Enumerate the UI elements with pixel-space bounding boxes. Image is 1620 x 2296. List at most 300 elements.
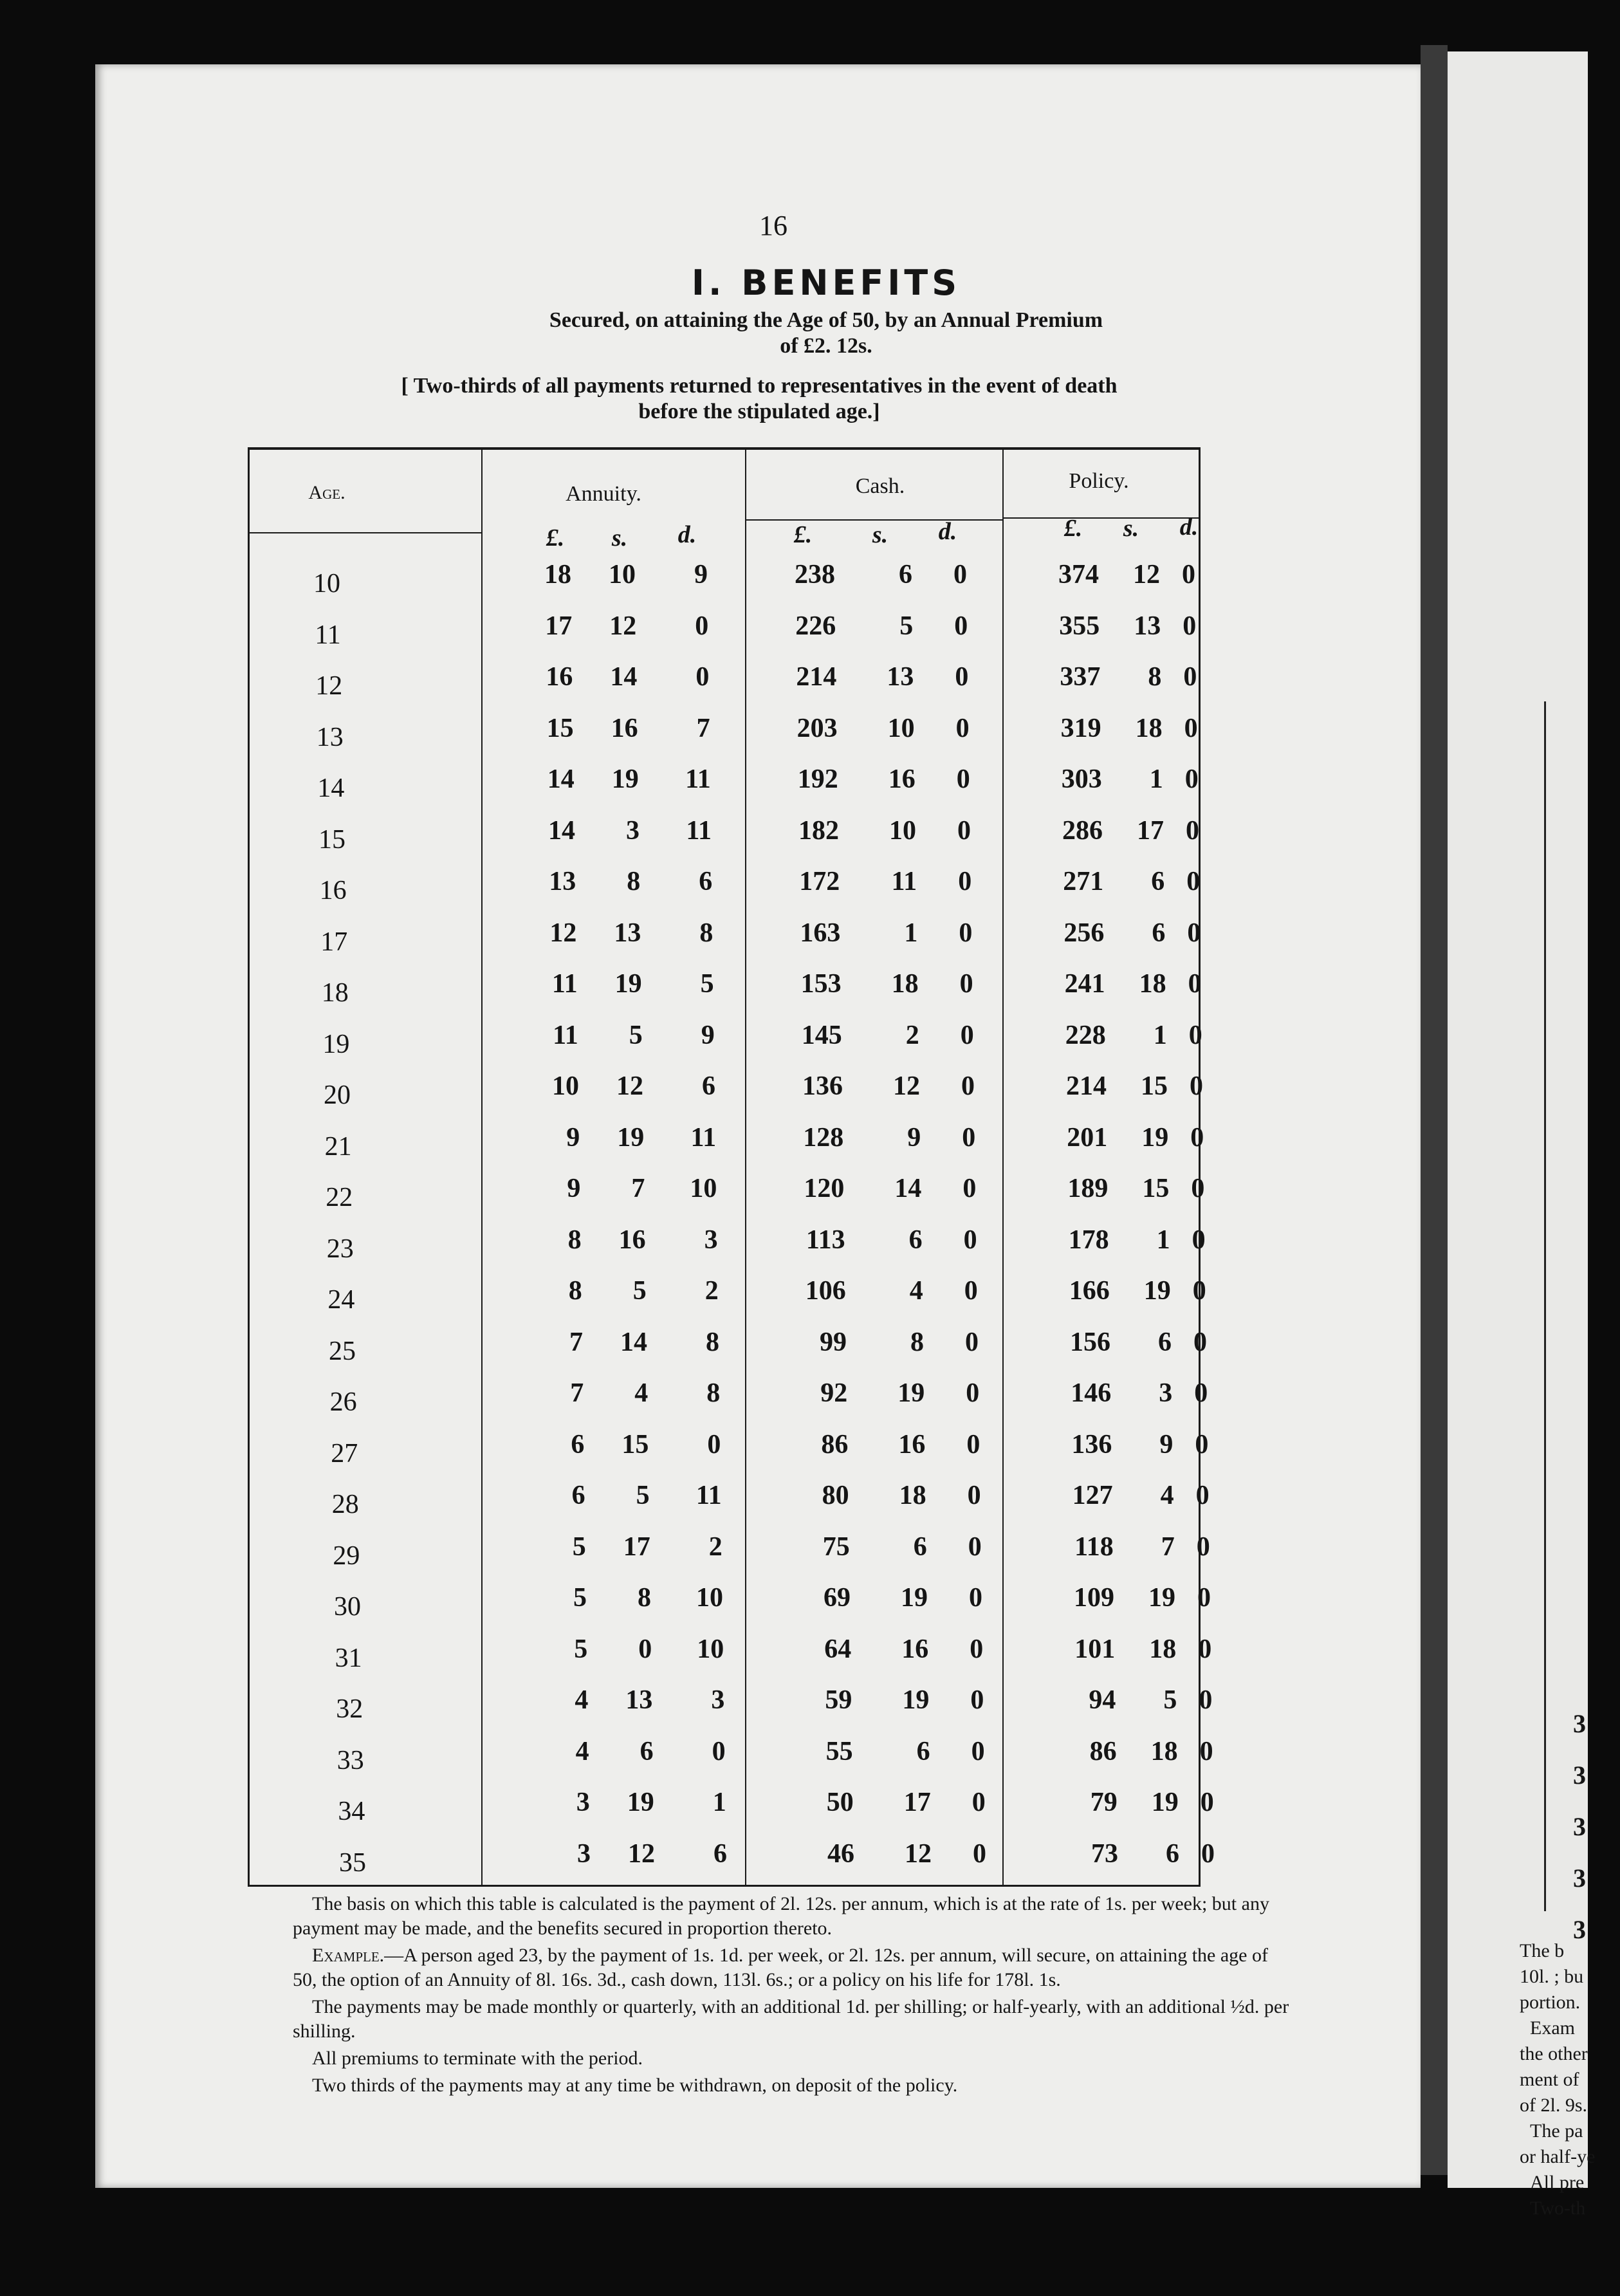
cash-pence-cell: 0: [967, 1481, 981, 1510]
policy-pence-cell: 0: [1186, 815, 1199, 846]
cash-shillings-cell: 19: [902, 1685, 930, 1715]
policy-shillings-cell: 7: [1161, 1532, 1175, 1562]
pence-unit: d.: [677, 521, 697, 548]
annuity-pence-cell: 9: [701, 1020, 715, 1050]
policy-pounds-cell: 156: [1070, 1327, 1110, 1357]
cash-pounds-cell: 226: [795, 611, 836, 641]
policy-pence-cell: 0: [1193, 1327, 1207, 1357]
cash-shillings-cell: 6: [899, 560, 912, 589]
table-row: [250, 1480, 1210, 1531]
table-row: [250, 713, 1199, 764]
annuity-shillings-cell: 19: [627, 1788, 654, 1817]
annuity-shillings-cell: 12: [628, 1838, 655, 1869]
page-subtitle: [32, 308, 1620, 359]
cash-pence-cell: 0: [961, 1071, 975, 1101]
book-gutter: [1421, 45, 1448, 2175]
annuity-pounds-cell: 14: [548, 815, 575, 846]
facing-line: The b: [1520, 1940, 1565, 1961]
cash-pounds-cell: 113: [805, 1225, 845, 1255]
age-cell: 15: [318, 824, 345, 855]
cash-shillings-cell: 8: [910, 1327, 924, 1357]
annuity-shillings-cell: 5: [629, 1020, 643, 1050]
cash-shillings-cell: 16: [901, 1634, 929, 1664]
policy-pounds-cell: 256: [1063, 918, 1105, 948]
table-row: [250, 1685, 1213, 1736]
facing-digit: 3: [1573, 1812, 1586, 1841]
footer-notes: [293, 1892, 1290, 2100]
table-row: [250, 1327, 1207, 1378]
policy-pence-cell: 0: [1191, 1174, 1205, 1203]
policy-pence-cell: 0: [1199, 1685, 1213, 1715]
policy-pounds-cell: 109: [1074, 1583, 1114, 1613]
policy-pence-cell: 0: [1192, 1225, 1206, 1255]
annuity-pounds-cell: 13: [549, 867, 576, 896]
annuity-pounds-cell: 6: [571, 1481, 585, 1510]
annuity-pounds-cell: 3: [576, 1788, 590, 1817]
policy-shillings-cell: 15: [1142, 1174, 1170, 1203]
annuity-pounds-cell: 12: [549, 918, 577, 948]
annuity-shillings-cell: 0: [638, 1634, 652, 1664]
table-row: [250, 1838, 1215, 1889]
table-row: [250, 1787, 1214, 1838]
note: [257, 373, 1261, 425]
cash-pounds-cell: 80: [822, 1481, 849, 1510]
policy-pounds-cell: 73: [1091, 1838, 1118, 1869]
policy-pounds-cell: 201: [1067, 1122, 1108, 1153]
annuity-shillings-cell: 3: [626, 815, 640, 846]
cash-pence-cell: 0: [962, 1174, 977, 1203]
policy-shillings-cell: 19: [1143, 1276, 1171, 1306]
note-line: [ Two-thirds of all payments returned to representatives in the event of death: [401, 374, 1118, 398]
cash-pence-cell: 0: [971, 1736, 985, 1766]
cash-pence-cell: 0: [962, 1122, 976, 1153]
policy-shillings-cell: 9: [1159, 1429, 1174, 1459]
cash-pence-cell: 0: [957, 815, 971, 846]
policy-shillings-cell: 12: [1133, 560, 1160, 589]
cash-pounds-cell: 136: [802, 1071, 843, 1101]
annuity-pounds-cell: 5: [573, 1583, 587, 1613]
age-cell: 32: [336, 1694, 364, 1724]
page-title: I. BENEFITS: [691, 263, 961, 303]
facing-page: [1448, 51, 1596, 2219]
cash-pence-cell: 0: [958, 867, 972, 896]
annuity-shillings-cell: 19: [617, 1122, 645, 1153]
cash-pounds-cell: 50: [826, 1788, 854, 1817]
policy-pence-cell: 0: [1192, 1276, 1206, 1306]
facing-digit: 3: [1573, 1709, 1586, 1738]
annuity-shillings-cell: 4: [634, 1378, 649, 1408]
policy-shillings-cell: 13: [1134, 611, 1161, 641]
policy-pence-cell: 0: [1201, 1838, 1215, 1869]
cash-pence-cell: 0: [959, 918, 973, 948]
policy-header: Policy.: [1069, 469, 1129, 493]
policy-shillings-cell: 18: [1150, 1736, 1178, 1766]
age-cell: 13: [316, 722, 344, 752]
annuity-pence-cell: 11: [695, 1481, 722, 1510]
table-row: [250, 1378, 1208, 1429]
policy-pence-cell: 0: [1190, 1071, 1203, 1101]
annuity-pounds-cell: 11: [551, 969, 578, 999]
age-cell: 31: [335, 1643, 362, 1673]
annuity-pounds-cell: 7: [570, 1378, 584, 1408]
table-row: [250, 1582, 1211, 1633]
cash-shillings-cell: 10: [887, 713, 915, 743]
age-cell: 28: [331, 1490, 359, 1519]
annuity-pounds-cell: 14: [547, 764, 575, 794]
shillings-unit: s.: [872, 521, 888, 548]
page-number: 16: [759, 210, 787, 241]
annuity-header: Annuity.: [566, 482, 641, 506]
example-body: —A person aged 23, by the payment of 1s. 1d. per week, or 2l. 12s. per annum, will secure, on attaining the age of 50, the option of an Annuity of 8l. 16s. 3d., cash down, 113l. 6s.; or a policy on his life for 178l. 1s.: [293, 1945, 1268, 1990]
annuity-pence-cell: 2: [708, 1532, 723, 1562]
pounds-unit: £.: [546, 524, 565, 551]
policy-pence-cell: 0: [1188, 1020, 1202, 1050]
policy-pounds-cell: 319: [1060, 713, 1101, 743]
cash-pence-cell: 0: [954, 611, 968, 641]
policy-pounds-cell: 286: [1062, 815, 1103, 846]
cash-shillings-cell: 2: [905, 1020, 919, 1050]
policy-pounds-cell: 86: [1089, 1736, 1117, 1766]
cash-pounds-cell: 172: [799, 867, 840, 896]
table-row: [250, 1020, 1202, 1071]
facing-line: of 2l. 9s.: [1520, 2095, 1587, 2116]
age-header: Age.: [308, 482, 345, 503]
annuity-pounds-cell: 9: [567, 1174, 581, 1203]
cash-pence-cell: 0: [955, 662, 969, 692]
policy-pounds-cell: 241: [1064, 969, 1105, 999]
shillings-unit: s.: [611, 524, 628, 551]
annuity-pounds-cell: 18: [544, 560, 571, 589]
annuity-pounds-cell: 4: [575, 1685, 589, 1715]
cash-pence-cell: 0: [969, 1583, 982, 1613]
pence-unit: d.: [1179, 514, 1199, 541]
annuity-pence-cell: 0: [695, 611, 709, 641]
table-row: [250, 918, 1199, 968]
cash-pounds-cell: 75: [822, 1532, 850, 1562]
cash-pence-cell: 0: [953, 560, 967, 589]
cash-pence-cell: 0: [970, 1634, 984, 1664]
age-cell: 29: [333, 1541, 360, 1571]
cash-pence-cell: 0: [966, 1378, 980, 1408]
policy-pounds-cell: 271: [1063, 867, 1104, 896]
benefits-table: [248, 447, 1215, 1887]
annuity-shillings-cell: 16: [618, 1225, 646, 1255]
age-cell: 21: [324, 1131, 352, 1162]
cash-shillings-cell: 14: [894, 1174, 922, 1203]
cash-pounds-cell: 59: [825, 1685, 852, 1715]
table-row: [250, 866, 1199, 917]
cash-shillings-cell: 19: [897, 1378, 925, 1408]
annuity-pounds-cell: 11: [553, 1020, 578, 1050]
policy-pounds-cell: 178: [1068, 1225, 1109, 1255]
policy-shillings-cell: 6: [1158, 1327, 1172, 1357]
facing-line: All pre: [1530, 2172, 1585, 2193]
cash-pounds-cell: 69: [824, 1583, 851, 1613]
policy-pence-cell: 0: [1197, 1583, 1211, 1613]
example-label: Example.: [312, 1945, 385, 1966]
cash-shillings-cell: 1: [904, 918, 918, 948]
policy-shillings-cell: 1: [1156, 1225, 1170, 1255]
annuity-pence-cell: 8: [699, 918, 713, 948]
annuity-pence-cell: 9: [694, 560, 708, 589]
cash-pounds-cell: 163: [800, 918, 841, 948]
policy-pounds-cell: 337: [1060, 662, 1101, 692]
table-row: [250, 764, 1199, 815]
annuity-shillings-cell: 19: [611, 764, 639, 794]
age-cell: 35: [339, 1847, 366, 1878]
policy-pence-cell: 0: [1194, 1378, 1208, 1408]
age-cell: 26: [329, 1387, 357, 1417]
facing-digit: 3: [1573, 1761, 1586, 1790]
annuity-pounds-cell: 7: [569, 1327, 583, 1357]
annuity-shillings-cell: 14: [620, 1327, 647, 1357]
annuity-pence-cell: 6: [699, 867, 713, 896]
age-cell: 20: [324, 1080, 351, 1110]
annuity-shillings-cell: 17: [623, 1532, 650, 1562]
policy-shillings-cell: 6: [1152, 918, 1166, 948]
policy-shillings-cell: 15: [1141, 1071, 1168, 1101]
annuity-pounds-cell: 5: [574, 1634, 588, 1664]
age-cell: 19: [322, 1029, 350, 1059]
age-cell: 30: [334, 1592, 361, 1622]
cash-pounds-cell: 86: [821, 1429, 849, 1459]
cash-pence-cell: 0: [959, 969, 973, 999]
annuity-pence-cell: 11: [686, 815, 712, 846]
annuity-pence-cell: 10: [696, 1583, 723, 1613]
age-cell: 18: [321, 978, 349, 1008]
age-cell: 10: [313, 569, 340, 598]
facing-line: portion.: [1520, 1992, 1581, 2013]
annuity-pounds-cell: 8: [567, 1225, 582, 1255]
policy-shillings-cell: 5: [1163, 1685, 1177, 1715]
policy-shillings-cell: 1: [1149, 764, 1163, 794]
withdrawal-text: Two thirds of the payments may at any time be withdrawn, on deposit of the policy.: [312, 2075, 958, 2096]
cash-shillings-cell: 18: [891, 969, 919, 999]
age-cell: 23: [326, 1234, 354, 1264]
policy-pence-cell: 0: [1195, 1481, 1210, 1510]
annuity-shillings-cell: 7: [631, 1174, 645, 1203]
annuity-shillings-cell: 12: [616, 1071, 643, 1101]
cash-pence-cell: 0: [963, 1225, 977, 1255]
cash-shillings-cell: 16: [888, 764, 916, 794]
policy-shillings-cell: 19: [1151, 1788, 1179, 1817]
cash-shillings-cell: 16: [898, 1429, 926, 1459]
cash-pence-cell: 0: [968, 1532, 982, 1562]
cash-shillings-cell: 6: [913, 1532, 927, 1562]
cash-pence-cell: 0: [971, 1788, 986, 1817]
example-text: [293, 1943, 1290, 1992]
age-cell: 33: [336, 1745, 364, 1775]
policy-pence-cell: 0: [1195, 1429, 1209, 1459]
policy-shillings-cell: 19: [1141, 1122, 1169, 1153]
cash-pence-cell: 0: [970, 1685, 984, 1715]
cash-pounds-cell: 238: [795, 560, 835, 589]
annuity-pence-cell: 0: [707, 1429, 721, 1459]
facing-line: Two-th: [1530, 2198, 1586, 2219]
annuity-pence-cell: 11: [690, 1122, 717, 1153]
policy-pence-cell: 0: [1199, 1736, 1213, 1766]
annuity-pence-cell: 7: [696, 713, 710, 743]
policy-shillings-cell: 6: [1166, 1838, 1179, 1869]
policy-shillings-cell: 17: [1137, 815, 1164, 846]
facing-line: The pa: [1530, 2120, 1583, 2142]
annuity-pence-cell: 3: [704, 1225, 718, 1255]
annuity-shillings-cell: 14: [610, 662, 638, 692]
policy-shillings-cell: 1: [1153, 1020, 1167, 1050]
annuity-shillings-cell: 10: [609, 560, 636, 589]
annuity-shillings-cell: 16: [611, 713, 638, 743]
age-cell: 14: [317, 773, 345, 803]
policy-pounds-cell: 94: [1089, 1685, 1116, 1715]
facing-digit: 3: [1573, 1915, 1586, 1944]
cash-pence-cell: 0: [973, 1838, 986, 1869]
policy-pence-cell: 0: [1196, 1532, 1210, 1562]
policy-shillings-cell: 4: [1160, 1481, 1174, 1510]
annuity-pence-cell: 2: [704, 1276, 719, 1306]
cash-pounds-cell: 92: [820, 1378, 848, 1408]
annuity-pence-cell: 0: [695, 662, 710, 692]
annuity-pence-cell: 6: [702, 1071, 715, 1101]
annuity-pounds-cell: 10: [552, 1071, 579, 1101]
cash-shillings-cell: 12: [893, 1071, 920, 1101]
age-cell: 27: [331, 1438, 358, 1468]
policy-pence-cell: 0: [1183, 611, 1197, 641]
cash-shillings-cell: 11: [891, 867, 917, 896]
header-rule: [250, 532, 481, 533]
table-row: [250, 1634, 1212, 1685]
pence-unit: d.: [938, 518, 957, 545]
policy-pounds-cell: 118: [1074, 1532, 1114, 1562]
table-row: [250, 1736, 1213, 1787]
cash-pounds-cell: 153: [800, 969, 842, 999]
facing-line: or half-ye: [1520, 2146, 1596, 2167]
policy-shillings-cell: 8: [1148, 662, 1162, 692]
annuity-pounds-cell: 17: [545, 611, 573, 641]
age-cell: 25: [329, 1336, 356, 1366]
policy-pence-cell: 0: [1184, 764, 1199, 794]
annuity-pounds-cell: 8: [568, 1276, 582, 1306]
cash-pounds-cell: 64: [824, 1634, 852, 1664]
table-row: [250, 1225, 1206, 1275]
policy-pence-cell: 0: [1183, 662, 1197, 692]
annuity-shillings-cell: 5: [636, 1481, 650, 1510]
facing-line: the other: [1520, 2043, 1588, 2064]
annuity-pence-cell: 6: [713, 1838, 727, 1869]
annuity-pence-cell: 8: [706, 1327, 719, 1357]
cash-pence-cell: 0: [964, 1276, 978, 1306]
table-row: [250, 1173, 1205, 1224]
policy-pounds-cell: 101: [1074, 1634, 1116, 1664]
annuity-shillings-cell: 15: [621, 1429, 649, 1459]
table-row: [250, 1122, 1204, 1173]
annuity-pence-cell: 8: [706, 1378, 721, 1408]
annuity-shillings-cell: 6: [640, 1736, 654, 1766]
cash-pence-cell: 0: [966, 1429, 980, 1459]
annuity-pence-cell: 10: [697, 1634, 724, 1664]
cash-pence-cell: 0: [960, 1020, 974, 1050]
basis-text: The basis on which this table is calculated is the payment of 2l. 12s. per annum, which is at the rate of 1s. per week; but any payment may be made, and the benefits secured in proportion thereto.: [293, 1893, 1269, 1939]
cash-shillings-cell: 19: [901, 1583, 928, 1613]
table-row: [250, 815, 1199, 866]
annuity-pence-cell: 0: [712, 1736, 726, 1766]
annuity-pounds-cell: 5: [572, 1532, 586, 1562]
age-cell: 22: [326, 1183, 353, 1212]
annuity-pounds-cell: 15: [546, 713, 574, 743]
table-row: [250, 1275, 1206, 1326]
policy-pence-cell: 0: [1188, 969, 1202, 999]
cash-pounds-cell: 55: [825, 1736, 853, 1766]
cash-shillings-cell: 6: [908, 1225, 923, 1255]
annuity-pounds-cell: 6: [571, 1429, 585, 1459]
policy-pounds-cell: 355: [1059, 611, 1100, 641]
age-cell: 12: [315, 671, 343, 701]
annuity-shillings-cell: 19: [614, 969, 642, 999]
annuity-shillings-cell: 8: [627, 867, 641, 896]
facing-digit: 3: [1573, 1864, 1586, 1893]
table-row: [250, 611, 1199, 662]
policy-pounds-cell: 166: [1069, 1276, 1110, 1306]
policy-pence-cell: 0: [1190, 1122, 1204, 1153]
policy-pounds-cell: 189: [1067, 1174, 1109, 1203]
age-cell: 16: [319, 876, 347, 905]
pounds-unit: £.: [793, 521, 813, 548]
subtitle-line: of £2. 12s.: [780, 334, 872, 358]
facing-line: 10l. ; bu: [1520, 1966, 1584, 1987]
cash-pounds-cell: 99: [820, 1327, 847, 1357]
cash-pounds-cell: 120: [804, 1174, 845, 1203]
annuity-shillings-cell: 5: [632, 1276, 647, 1306]
cash-pounds-cell: 46: [827, 1838, 854, 1869]
policy-pounds-cell: 303: [1061, 764, 1102, 794]
policy-shillings-cell: 18: [1139, 969, 1166, 999]
facing-page-rule: [1544, 701, 1546, 1911]
policy-pounds-cell: 146: [1071, 1378, 1112, 1408]
age-cell: 17: [320, 927, 348, 957]
policy-pence-cell: 0: [1198, 1634, 1212, 1664]
policy-pence-cell: 0: [1184, 713, 1198, 743]
policy-pence-cell: 0: [1186, 867, 1201, 896]
table-row: [250, 1071, 1203, 1122]
policy-pence-cell: 0: [1182, 560, 1195, 589]
annuity-pounds-cell: 16: [546, 662, 573, 692]
annuity-pounds-cell: 4: [575, 1736, 589, 1766]
annuity-pence-cell: 1: [712, 1788, 726, 1817]
table-row: [250, 1532, 1210, 1582]
cash-shillings-cell: 17: [903, 1788, 931, 1817]
cash-header: Cash.: [855, 474, 905, 498]
policy-pounds-cell: 136: [1071, 1429, 1112, 1459]
table-row: [250, 559, 1199, 610]
cash-pounds-cell: 192: [797, 764, 838, 794]
policy-shillings-cell: 19: [1148, 1583, 1175, 1613]
cash-shillings-cell: 9: [907, 1122, 921, 1153]
policy-pounds-cell: 374: [1058, 560, 1099, 589]
annuity-shillings-cell: 12: [609, 611, 637, 641]
annuity-pence-cell: 10: [690, 1174, 717, 1203]
table-row: [250, 1429, 1209, 1480]
annuity-pounds-cell: 3: [577, 1838, 591, 1869]
cash-pounds-cell: 106: [805, 1276, 846, 1306]
policy-shillings-cell: 3: [1159, 1378, 1173, 1408]
shillings-unit: s.: [1123, 515, 1139, 542]
policy-pence-cell: 0: [1187, 918, 1201, 948]
cash-pounds-cell: 128: [803, 1122, 844, 1153]
cash-shillings-cell: 10: [889, 815, 916, 846]
policy-pence-cell: 0: [1200, 1788, 1214, 1817]
cash-pounds-cell: 203: [796, 713, 838, 743]
age-cell: 11: [315, 620, 341, 650]
note-line: before the stipulated age.]: [638, 400, 880, 423]
